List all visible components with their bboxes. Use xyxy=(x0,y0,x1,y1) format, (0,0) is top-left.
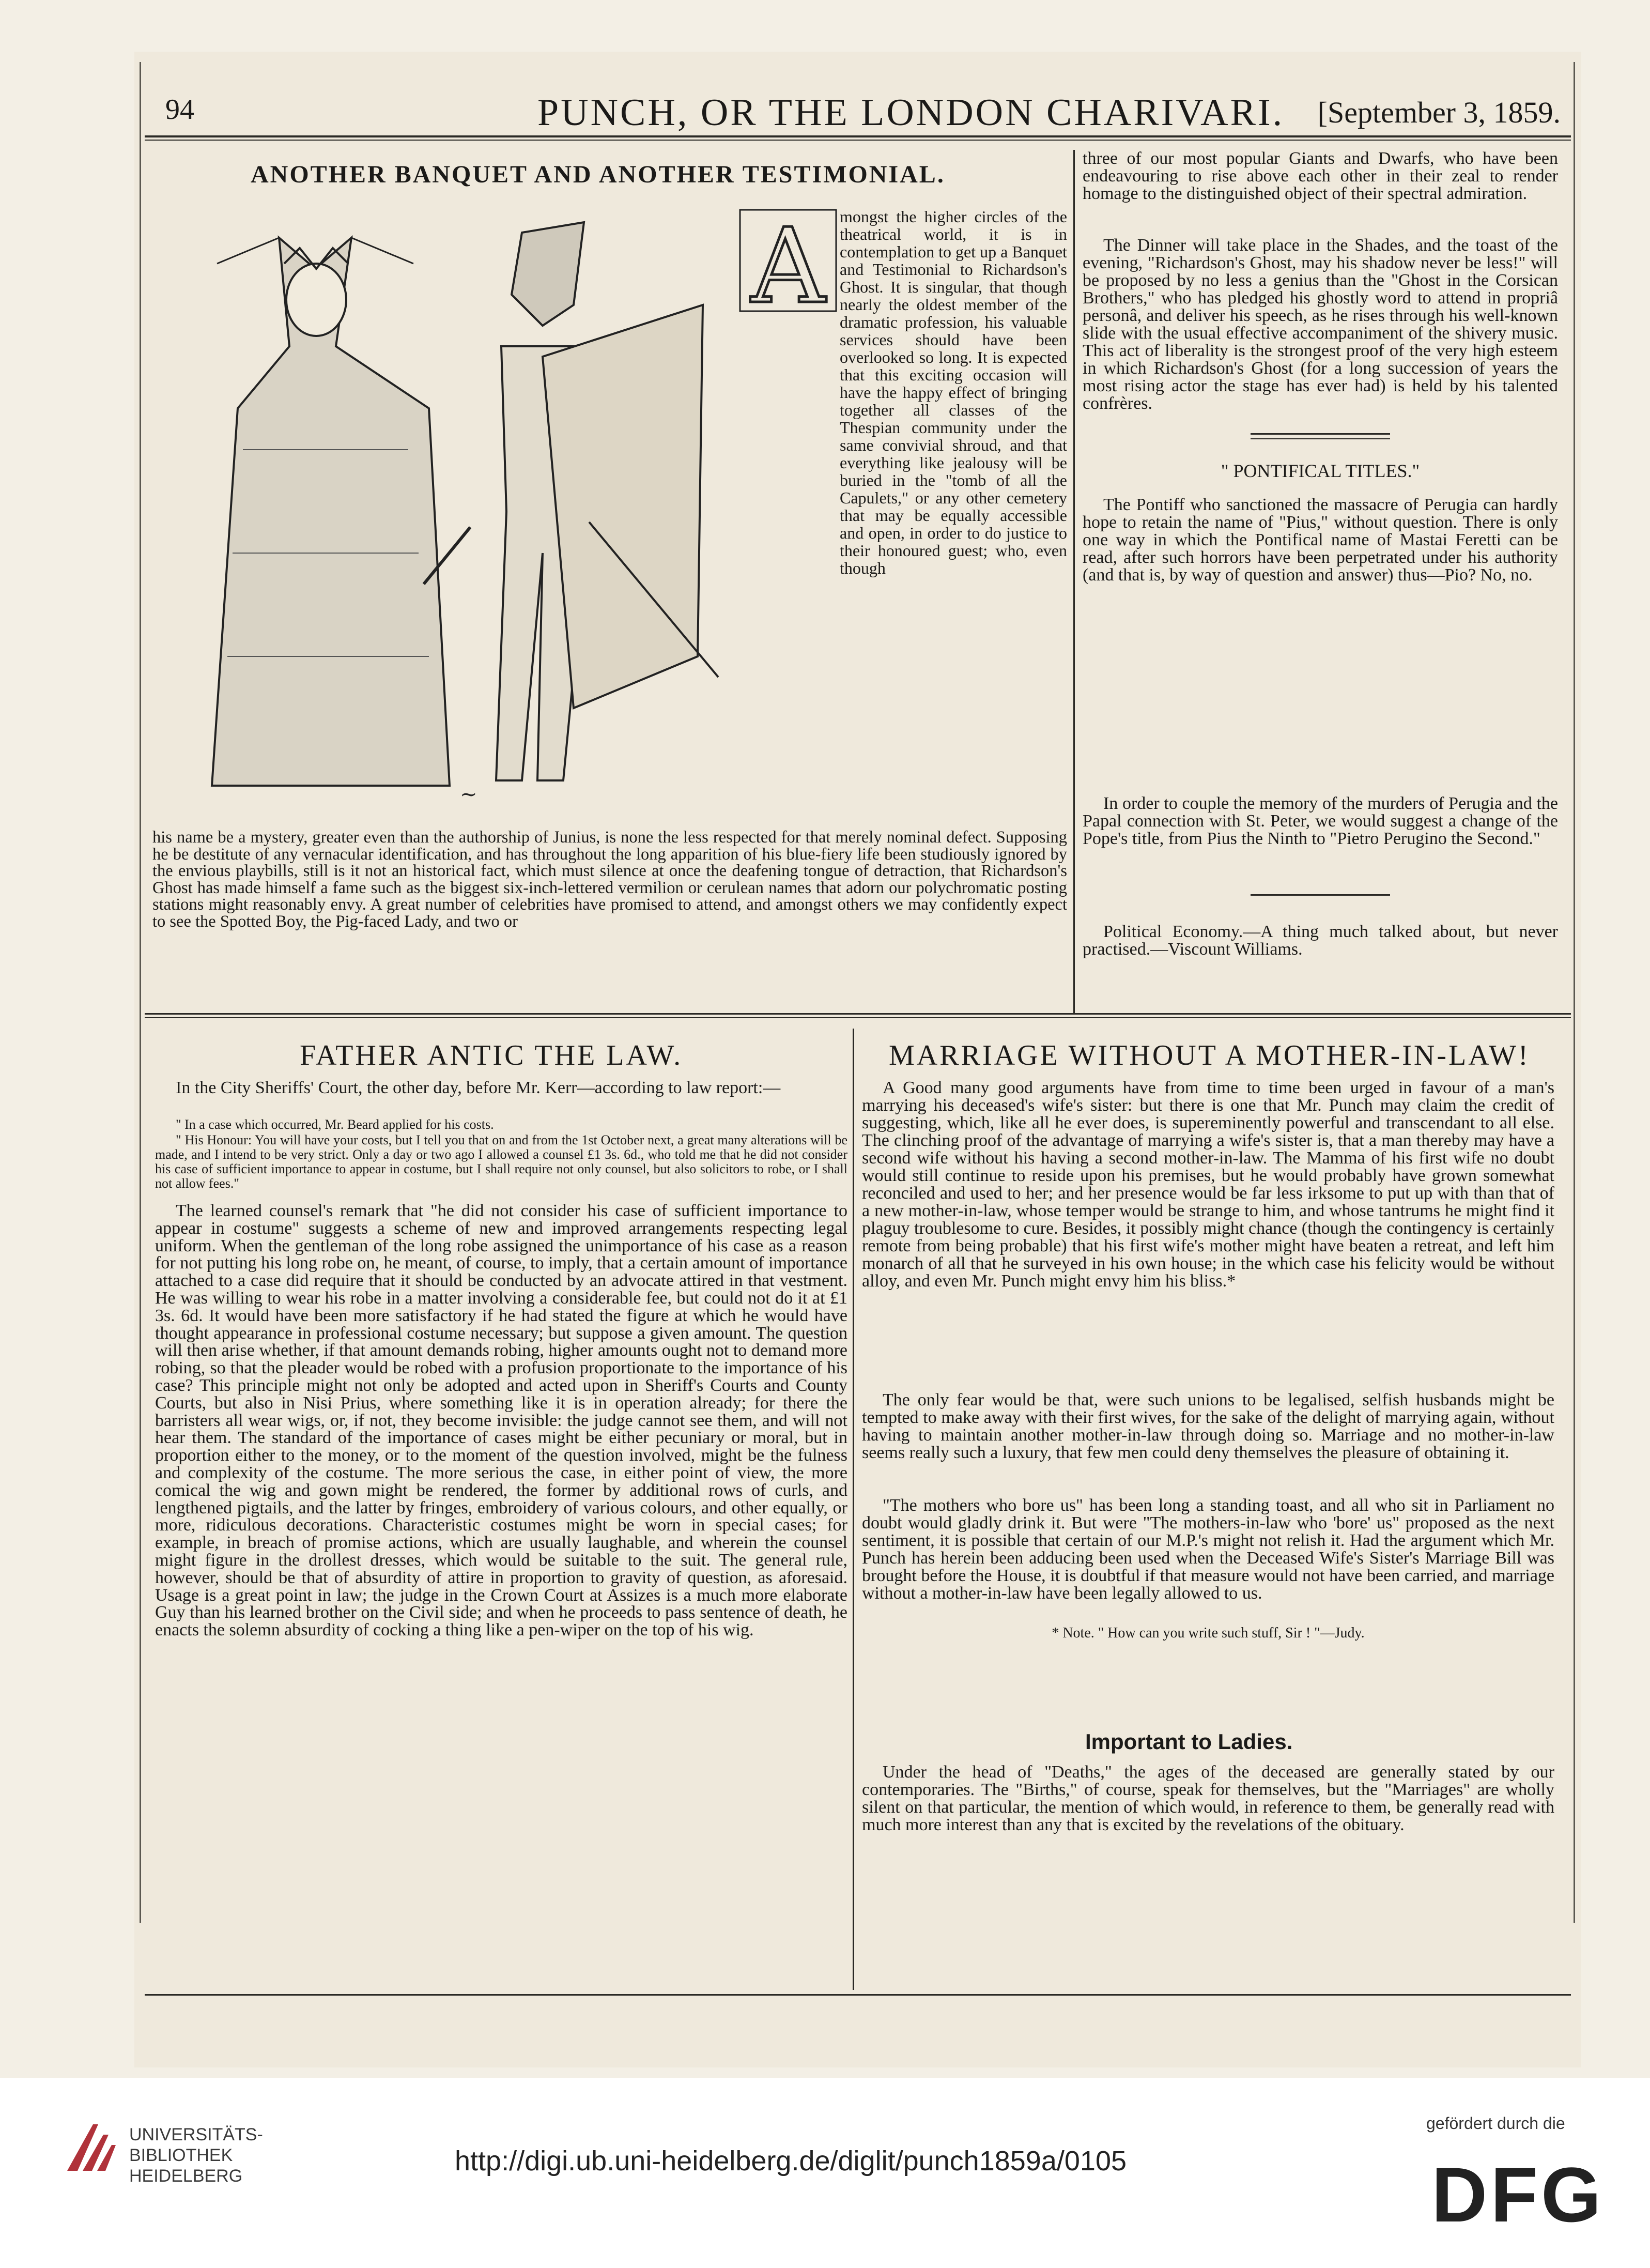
left-margin-line xyxy=(140,62,141,1923)
father-antic-quote-1: " In a case which occurred, Mr. Beard applied for his costs. xyxy=(176,1117,494,1132)
bottom-rule xyxy=(145,1994,1571,1996)
permalink-url[interactable]: http://digi.ub.uni-heidelberg.de/diglit/punch1859a/0105 xyxy=(455,2146,1127,2177)
banquet-text-continued: his name be a mystery, greater even than the authorship of Junius, is none the less respected for that merely nominal defect. Supposing he be destitute of any vernacular identification, and has throughout the long apparition of his blue-fiery life been studiously ignored by the envious playbills, still is it not an historical fact, which must silence at once the deafening tongue of detraction, that Richardson's Ghost has made himself a fame such as the biggest six-inch-lettered vermilion or cerulean names that adorn our polychromatic posting stations might reasonably envy. A great number of celebrities have promised to attend, and amongst others we may confidently expect to see the Spotted Boy, the Pig-faced Lady, and two or xyxy=(152,828,1067,931)
ghost-knight-illustration xyxy=(181,191,723,827)
column-divider-top xyxy=(1073,150,1075,1013)
library-name-line-3: HEIDELBERG xyxy=(129,2166,243,2186)
header-rule xyxy=(145,135,1571,137)
important-to-ladies-title: Important to Ladies. xyxy=(1085,1729,1293,1754)
running-header xyxy=(145,88,1571,134)
page-number: 94 xyxy=(165,94,194,126)
issue-date: [September 3, 1859. xyxy=(1317,96,1561,129)
marriage-paragraph-1: A Good many good arguments have from time to time been urged in favour of a man's marrying his deceased's wife's sister: but there is one that Mr. Punch may claim the credit of suggesting, which, like all he ever does, is supereminently powerful and transcendant to all else. The clinching proof of the advantage of marrying a wife's sister is, that a man thereby may have a second wife without his having a second mother-in-law. The Mamma of his first wife no doubt would still continue to reside upon his premises, but he would probably have grown somewhat reconciled and used to her; and her presence would be far less irksome to put up with than that of a new mother-in-law, whose temper would be strange to him, and whose tantrums he might find it plaguy troublesome to cure. Besides, it possibly might chance (though the contingency is certainly remote from being probable) that his first wife's mother might have beaten a retreat, and left him monarch of all that he surveyed in his own house; in the which case his felicity would be without alloy, and even Mr. Punch might envy him his bliss.* xyxy=(862,1078,1554,1291)
father-antic-body: The learned counsel's remark that "he did not consider his case of sufficient importance to appear in costume" suggests a scheme of new and improved arrangements respecting legal uniform. When the gentleman of the long robe assigned the unimportance of his case as a reason for not putting his long robe on, he meant, of course, to imply, that a certain amount of importance attached to a case did require that it should be conducted by an advocate attired in that vestment. He was willing to wear his robe in a matter involving a considerable fee, but could not do it at £1 3s. 6d. It would have been more satisfactory if he had stated the figure at which he would have thought appearance in professional costume necessary; but suppose a given amount. The question will then arise whether, if that amount demands robing, higher amounts ought not to demand more robing, so that the pleader would be robed with a profusion proportionate to the importance of his case? This principle might not only be adopted and acted upon in Sheriff's Courts and County Courts, but also in Nisi Prius, where something like it is in operation already; for there the barristers all wear wigs, or, if not, they become invisible: the judge cannot see them, and will not hear them. The standard of the importance of cases might be either pecuniary or moral, but in proportion either to the money, or to the moment of the question involved, might be the fulness and complexity of the costume. The more serious the case, in either point of view, the more comical the wig and gown might be rendered, the former by additional rows of curls, and lengthened pigtails, and the latter by fringes, embroidery of various colours, and other equally, or more, ridiculous decorations. Characteristic costumes might be worn in special cases; for example, in breach of promise actions, which are usually laughable, and wherein the counsel might figure in the drollest dresses, which would be suitable to the suit. The general rule, however, should be that of absurdity of attire in proportion to gravity of question, as aforesaid. Usage is a great point in law; the judge in the Crown Court at Assizes is a much more elaborate Guy than his learned brother on the Civil side; and when he proceeds to pass sentence of death, he enacts the solemn absurdity of cocking a thing like a pen-wiper on the top of his wig. xyxy=(155,1201,847,1640)
pontifical-paragraph-2: In order to couple the memory of the murders of Perugia and the Papal connection with St. Peter, we would suggest a change of the Pope's title, from Pius the Ninth to "Pietro Perugino the Second." xyxy=(1083,794,1558,848)
marriage-paragraph-3: "The mothers who bore us" has been long a standing toast, and all who sit in Parliament no doubt would gladly drink it. But were "The mothers-in-law who 'bore' us" proposed as the next sentiment, it is possible that certain of our M.P.'s might not relish it. Had the argument which Mr. Punch has herein been adducing been used when the Deceased Wife's Sister's Marriage Bill was brought before the House, it is doubtful if that measure would not have been carried, and marriage without a mother-in-law have been legally allowed to us. xyxy=(862,1496,1554,1603)
library-name-line-1: UNIVERSITÄTS- xyxy=(129,2125,263,2144)
section-rule-thin xyxy=(1251,438,1390,439)
drop-cap-letter xyxy=(739,209,837,312)
journal-title: PUNCH, OR THE LONDON CHARIVARI. xyxy=(537,91,1285,134)
funded-by-label: gefördert durch die xyxy=(1426,2114,1565,2133)
banquet-text: mongst the higher circles of the theatrical world, it is in contemplation to get up a Banquet and Testimonial to Richardson's Ghost. It is singular, that though nearly the oldest member of the dramatic profession, his valuable services should have been overlooked so long. It is expected that this exciting occasion will have the happy effect of bringing together all classes of the Thespian community under the same convivial shroud, and that everything like jealousy will be buried in the "tomb of all the Capulets," or any other cemetery that may be equally accessible and open, in order to do justice to their honoured guest; who, even though xyxy=(840,207,1067,577)
section-rule xyxy=(1251,433,1390,435)
svg-text:~: ~ xyxy=(460,783,477,806)
column-divider-bottom xyxy=(853,1029,854,1990)
important-to-ladies-body: Under the head of "Deaths," the ages of the deceased are generally stated by our contemporaries. The "Births," of course, speak for themselves, but the "Marriages" are wholly silent on that particular, the mention of which would, in reference to them, be generally read with much more interest than any that is excited by the revelations of the obituary. xyxy=(862,1763,1554,1834)
library-name-line-2: BIBLIOTHEK xyxy=(129,2146,233,2165)
mid-rule xyxy=(145,1013,1571,1015)
father-antic-quote-2: " His Honour: You will have your costs, but I tell you that on and from the 1st October next, a great many alterations will be made, and I intend to be very strict. Only a day or two ago I allowed a counsel £1 3s. 6d., who told me that he did not consider his case of sufficient importance to appear in costume, but I shall require not only counsel, but also solicitors to robe, or I shall not allow fees." xyxy=(155,1132,847,1191)
mid-rule-thin xyxy=(145,1017,1571,1018)
library-logo-icon xyxy=(62,2119,119,2176)
dfg-logo: DFG xyxy=(1431,2151,1605,2238)
marriage-title: MARRIAGE WITHOUT A MOTHER-IN-LAW! xyxy=(889,1039,1530,1071)
pontifical-title: " PONTIFICAL TITLES." xyxy=(1221,461,1420,481)
father-antic-title: FATHER ANTIC THE LAW. xyxy=(300,1039,683,1071)
header-rule-thin xyxy=(145,140,1571,141)
pontifical-paragraph-1: The Pontiff who sanctioned the massacre of Perugia can hardly hope to retain the name of "Pius," without question. There is only one way in which the Pontifical name of Mastai Feretti can be read, after such horrors have been perpetrated under his authority (and that is, by way of question and answer) thus—Pio? No, no. xyxy=(1083,495,1558,585)
banquet-text-right: three of our most popular Giants and Dwarfs, who have been endeavouring to rise above each other in their zeal to render homage to the distinguished object of their spectral admiration. xyxy=(1083,149,1558,203)
marriage-paragraph-2: The only fear would be that, were such unions to be legalised, selfish husbands might be tempted to make away with their first wives, for the sake of the delight of marrying again, without having to maintain another mother-in-law through doing so. Marriage and no mother-in-law seems really such a luxury, that few men could deny themselves the pleasure of obtaining it. xyxy=(862,1390,1554,1462)
svg-text:A: A xyxy=(750,209,826,312)
right-margin-line xyxy=(1574,62,1575,1923)
political-economy: Political Economy.—A thing much talked about, but never practised.—Viscount Williams. xyxy=(1083,922,1558,959)
banquet-title: ANOTHER BANQUET AND ANOTHER TESTIMONIAL. xyxy=(251,161,945,188)
banquet-text-right-2: The Dinner will take place in the Shades, and the toast of the evening, "Richardson's Ghost, may his shadow never be less!" will be proposed by no less a genius than the "Ghost in the Corsican Brothers," who has pledged his ghostly word to attend in propriâ personâ, and deliver his speech, as he rises through his well-known slide with the usual effective accompaniment of the shivery music. This act of liberality is the strongest proof of the very high esteem in which Richardson's Ghost (for a long succession of years the most rising actor the stage has ever had) is held by his talented confrères. xyxy=(1083,236,1558,413)
father-antic-intro: In the City Sheriffs' Court, the other day, before Mr. Kerr—according to law report:— xyxy=(176,1078,781,1097)
section-rule-2 xyxy=(1251,894,1390,896)
marriage-footnote: * Note. " How can you write such stuff, Sir ! "—Judy. xyxy=(1052,1625,1365,1641)
library-name xyxy=(129,2124,263,2186)
